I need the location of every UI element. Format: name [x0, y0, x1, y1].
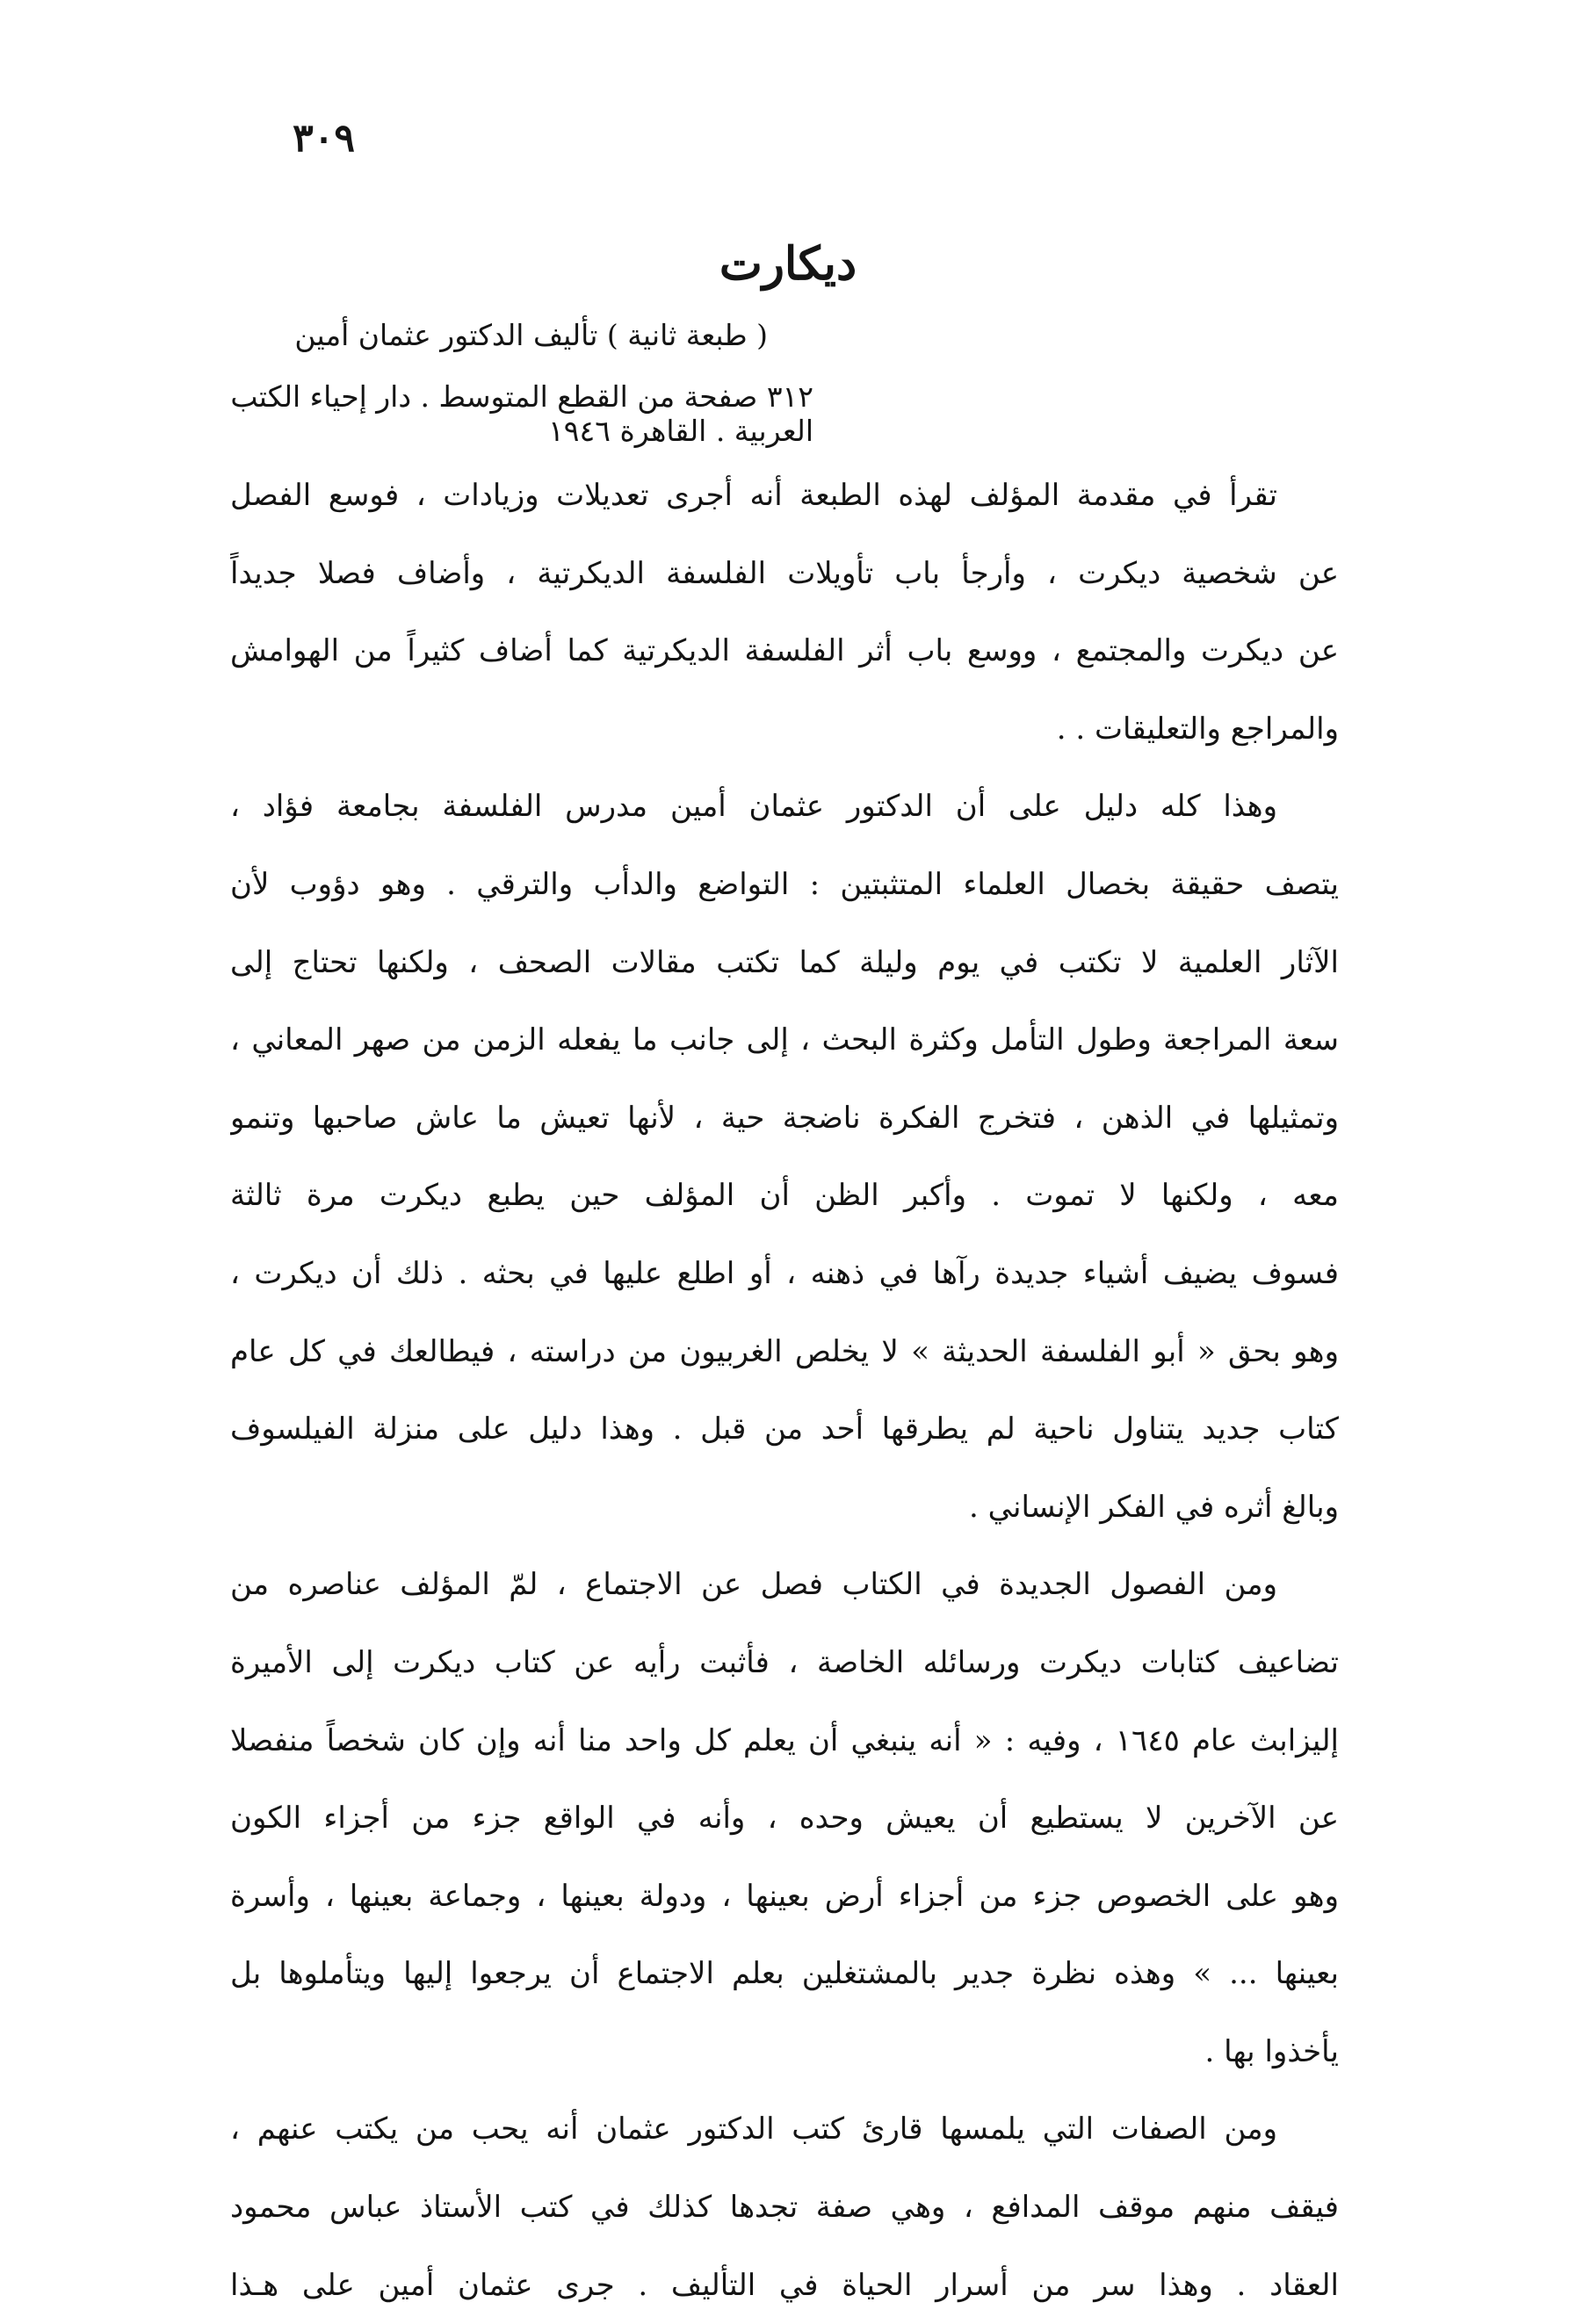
text-line: وهو على الخصوص جزء من أجزاء أرض بعينها ، ودولة بعينها ، وجماعة بعينها ، وأسرة [230, 1878, 1339, 1914]
text-line: معه ، ولكنها لا تموت . وأكبر الظن أن المؤلف حين يطبع ديكرت مرة ثالثة [230, 1178, 1339, 1214]
paragraph [230, 768, 1339, 1546]
text-line: فسوف يضيف أشياء جديدة رآها في ذهنه ، أو اطلع عليها في بحثه . ذلك أن ديكرت ، [230, 1255, 1339, 1291]
paragraph [230, 2090, 1339, 2324]
text-line: كتاب جديد يتناول ناحية لم يطرقها أحد من قبل . وهذا دليل على منزلة الفيلسوف [230, 1411, 1339, 1447]
text-line: تضاعيف كتابات ديكرت ورسائله الخاصة ، فأثبت رأيه عن كتاب ديكرت إلى الأميرة [230, 1644, 1339, 1680]
text-line: إليزابث عام ١٦٤٥ ، وفيه : « أنه ينبغي أن يعلم كل واحد منا أنه وإن كان شخصاً منفصلا [230, 1722, 1339, 1758]
paragraph [230, 457, 1339, 768]
text-line: وبالغ أثره في الفكر الإنساني . [969, 1489, 1339, 1525]
text-line: الآثار العلمية لا تكتب في يوم وليلة كما تكتب مقالات الصحف ، ولكنها تحتاج إلى [230, 944, 1339, 980]
text-line: عن ديكرت والمجتمع ، ووسع باب أثر الفلسفة الديكرتية كما أضاف كثيراً من الهوامش [230, 633, 1339, 669]
text-line: وهو بحق « أبو الفلسفة الحديثة » لا يخلص الغربيون من دراسته ، فيطالعك في كل عام [230, 1333, 1339, 1369]
paragraph [230, 1546, 1339, 2090]
publication-info: ٣١٢ صفحة من القطع المتوسط . دار إحياء الكتب العربية . القاهرة ١٩٤٦ [230, 379, 813, 448]
text-line: عن شخصية ديكرت ، وأرجأ باب تأويلات الفلسفة الديكرتية ، وأضاف فصلا جديداً [230, 555, 1339, 591]
text-line: العقاد . وهذا سر من أسرار الحياة في التأليف . جرى عثمان أمين على هـذا [230, 2267, 1339, 2303]
text-line: سعة المراجعة وطول التأمل وكثرة البحث ، إلى جانب ما يفعله الزمن من صهر المعاني ، [230, 1022, 1339, 1058]
book-title: ديكارت [719, 237, 857, 291]
text-line: يأخذوا بها . [1204, 2033, 1339, 2069]
text-line: وهذا كله دليل على أن الدكتور عثمان أمين مدرس الفلسفة بجامعة فؤاد ، [230, 789, 1277, 825]
text-line: يتصف حقيقة بخصال العلماء المتثبتين : التواضع والدأب والترقي . وهو دؤوب لأن [230, 866, 1339, 902]
text-line: تقرأ في مقدمة المؤلف لهذه الطبعة أنه أجرى تعديلات وزيادات ، فوسع الفصل [230, 478, 1277, 513]
page-number: ٣٠٩ [293, 116, 355, 161]
text-line: فيقف منهم موقف المدافع ، وهي صفة تجدها كذلك في كتب الأستاذ عباس محمود [230, 2190, 1339, 2226]
text-line: وتمثيلها في الذهن ، فتخرج الفكرة ناضجة حية ، لأنها تعيش ما عاش صاحبها وتنمو [230, 1100, 1339, 1136]
text-line: عن الآخرين لا يستطيع أن يعيش وحده ، وأنه في الواقع جزء من أجزاء الكون [230, 1801, 1339, 1837]
review-body [230, 457, 1339, 2324]
book-subtitle: ( طبعة ثانية ) تأليف الدكتور عثمان أمين [294, 318, 768, 352]
text-line: ومن الصفات التي يلمسها قارئ كتب الدكتور عثمان أنه يحب من يكتب عنهم ، [230, 2111, 1277, 2147]
text-line: ومن الفصول الجديدة في الكتاب فصل عن الاجتماع ، لمّ المؤلف عناصره من [230, 1567, 1277, 1603]
text-line: والمراجع والتعليقات . . [1056, 711, 1339, 747]
text-line: بعينها ... » وهذه نظرة جدير بالمشتغلين بعلم الاجتماع أن يرجعوا إليها ويتأملوها بل [230, 1956, 1339, 1992]
